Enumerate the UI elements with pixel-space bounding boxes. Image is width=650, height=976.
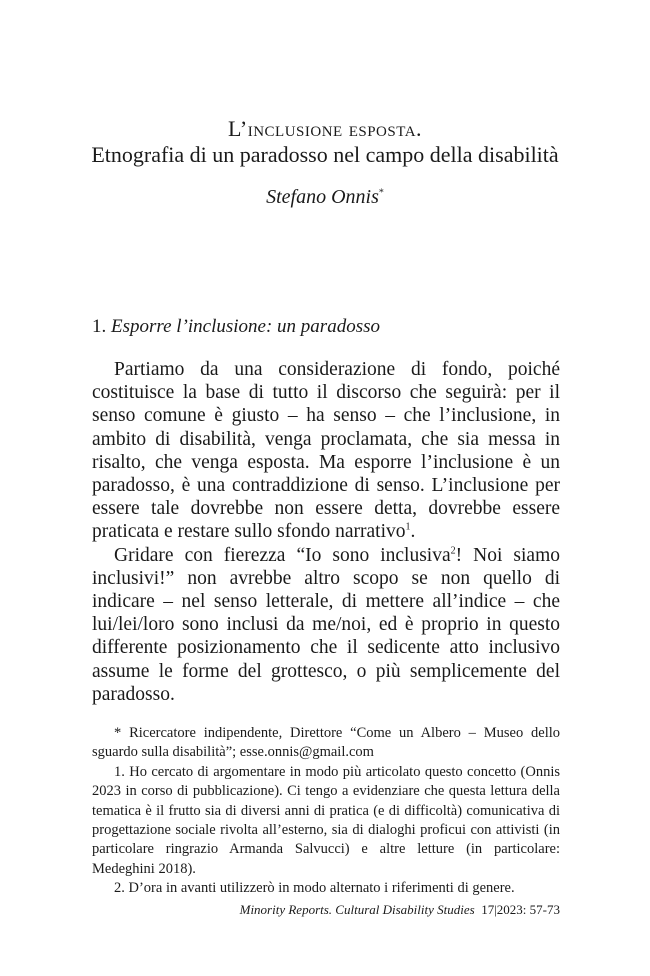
footnote-author: * Ricercatore indipendente, Direttore “Come un Albero – Museo dello sguardo sulla disabilità”; esse.onnis@gmail.com [92,725,560,761]
footnote-ref: 1 [405,521,411,533]
footnotes [92,724,560,899]
paragraph-text: ! Noi siamo inclusivi!” non avrebbe altro scopo se non quello di indicare – nel senso letterale, di mettere all’indice – che lui/lei/loro sono inclusi da me/noi, ed è proprio in questo differente posizionamento che il sedicente atto inclusivo assume le forme del grottesco, o più semplicemente del paradosso. [92,544,560,705]
body-paragraph [92,544,560,706]
author-name [0,186,650,209]
author-name-text: Stefano Onnis [266,186,379,208]
footnote-2: 2. D’ora in avanti utilizzerò in modo alternato i riferimenti di genere. [114,880,515,897]
section-number: 1. [92,316,107,337]
journal-name: Minority Reports. Cultural Disability Studies [239,902,475,917]
article-subtitle: Etnografia di un paradosso nel campo della disabilità [91,142,559,167]
paragraph-text: Gridare con fierezza “Io sono inclusiva [114,544,451,566]
journal-issue: 17|2023: 57-73 [481,902,560,917]
footnote-ref: 2 [450,545,456,557]
section-heading [92,316,380,338]
body-paragraph [92,358,560,544]
paragraph-end: . [410,521,416,543]
body-text [92,358,560,706]
paragraph-text: Partiamo da una considerazione di fondo, poiché costituisce la base di tutto il discorso che seguirà: per il senso comune è giusto – ha senso – che l’inclusione, in ambito di disabilità, venga proclamata, che sia messa in risalto, che venga esposta. Ma esporre l’inclusione è un paradosso, è una contraddizione di senso. L’inclusione per essere tale dovrebbe non essere detta, dovrebbe essere praticata e restare sullo sfondo narrativo [92,359,560,543]
article-title: L’inclusione esposta. [227,116,423,141]
running-footer [92,902,560,918]
footnote-1: 1. Ho cercato di argomentare in modo più articolato questo concetto (Onnis 2023 in corso di pubblicazione). Ci tengo a evidenziare che questa lettura della tematica è il frutto sia di diversi anni di pratica (e di difficoltà) comunicativa di progettazione sociale rivolta all’esterno, sia di dialoghi proficui con attivisti (in particolare ringrazio Armanda Salvucci) e altre letture (in particolare: Medeghini 2018). [92,763,560,877]
author-footnote-marker: * [378,187,384,199]
section-title: Esporre l’inclusione: un paradosso [111,316,380,337]
